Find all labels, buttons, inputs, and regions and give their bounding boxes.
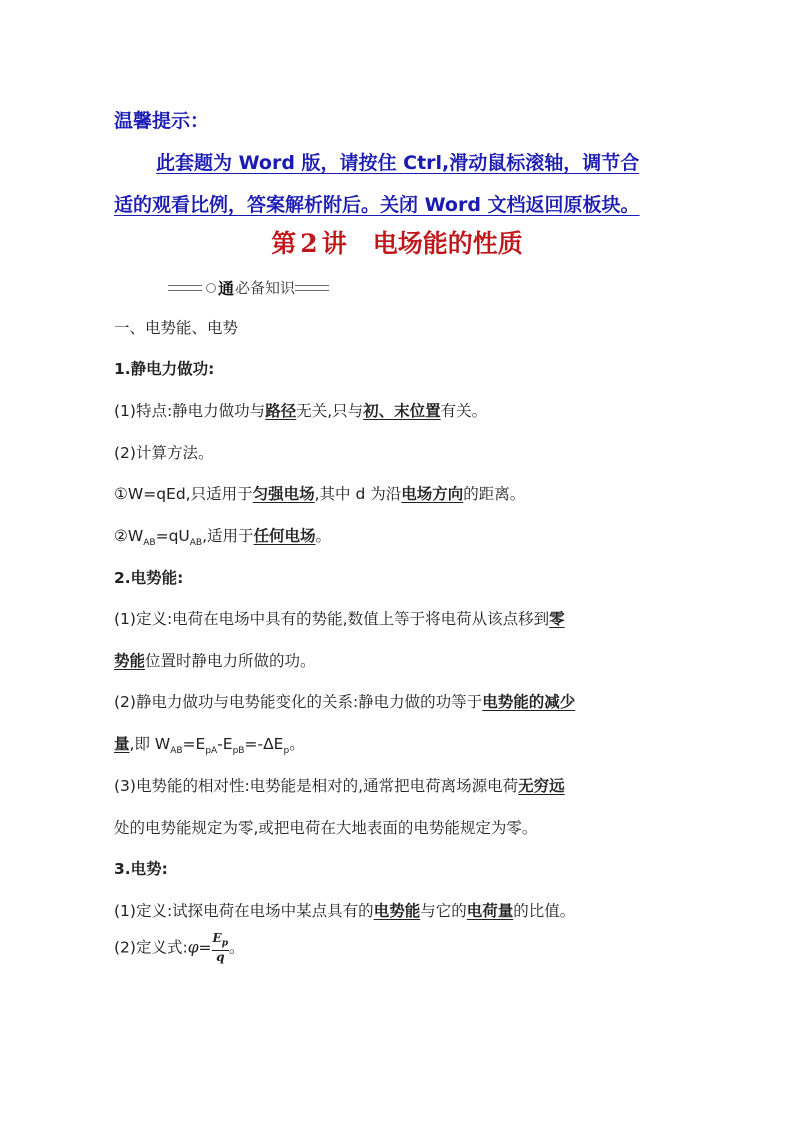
answer-decrease: 电势能的减少	[482, 693, 576, 711]
paragraph-feature: (1)特点:静电力做功与路径无关,只与初、末位置有关。	[114, 402, 488, 420]
answer-any-field: 任何电场	[253, 527, 316, 545]
paragraph-relativity-b: 处的电势能规定为零,或把电荷在大地表面的电势能规定为零。	[114, 819, 538, 837]
heading-potential: 3.电势:	[114, 860, 168, 878]
page-title	[0, 224, 794, 260]
paragraph-definition-1b: 势能位置时静电力所做的功。	[114, 652, 316, 670]
title-number: 2	[300, 229, 318, 258]
magnifier-icon	[206, 283, 216, 293]
paragraph-potential-formula: (2)定义式:φ= $\frac{E_p}{q}$ 。	[114, 931, 245, 965]
title-prefix: 第	[271, 229, 297, 258]
paragraph-formula-2: $②W_{AB}=qU_{AB}$,适用于任何电场。	[114, 527, 332, 549]
answer-field-direction: 电场方向	[401, 485, 464, 503]
double-rule-right	[295, 285, 329, 291]
paragraph-relation-b: 量,即 $W_{AB}=E_{pA}-E_{pB}=-\Delta E_p$。	[114, 735, 305, 757]
section-banner	[168, 276, 329, 299]
paragraph-relativity-a: (3)电势能的相对性:电势能是相对的,通常把电荷离场源电荷无穷远	[114, 777, 565, 795]
paragraph-formula-1: ①W=qEd,只适用于匀强电场,其中 d 为沿电场方向的距离。	[114, 485, 526, 503]
answer-amount: 量	[114, 735, 130, 753]
tip-line-1: 此套题为 Word 版，请按住 Ctrl,滑动鼠标滚轴，调节合	[156, 152, 640, 174]
banner-label: 必备知识	[235, 279, 296, 297]
section-heading-1: 一、电势能、电势	[114, 319, 239, 337]
tip-line-2: 适的观看比例，答案解析附后。关闭 Word 文档返回原板块。	[114, 194, 640, 216]
answer-potential-energy: 势能	[114, 652, 146, 670]
double-rule-left	[168, 285, 202, 291]
heading-work: 1.静电力做功:	[114, 360, 215, 378]
paragraph-method: (2)计算方法。	[114, 444, 214, 462]
answer-zero: 零	[549, 610, 565, 628]
paragraph-definition-1a: (1)定义:电荷在电场中具有的势能,数值上等于将电荷从该点移到零	[114, 610, 565, 628]
tip-heading: 温馨提示：	[114, 110, 210, 132]
paragraph-potential-definition: (1)定义:试探电荷在电场中某点具有的电势能与它的电荷量的比值。	[114, 902, 576, 920]
phi-symbol: φ	[187, 938, 199, 957]
answer-infinity: 无穷远	[518, 777, 565, 795]
heading-potential-energy: 2.电势能:	[114, 569, 184, 587]
title-mid: 讲	[321, 229, 347, 258]
title-topic: 电场能的性质	[372, 229, 523, 258]
fraction-ep-over-q: $\frac{E_p}{q}$	[212, 931, 228, 965]
answer-path: 路径	[265, 402, 297, 420]
banner-badge-icon: 通	[218, 279, 235, 298]
answer-positions: 初、末位置	[363, 402, 441, 420]
answer-potential-energy-2: 电势能	[373, 902, 421, 920]
answer-uniform-field: 匀强电场	[252, 485, 315, 503]
answer-charge: 电荷量	[466, 902, 514, 920]
paragraph-relation-a: (2)静电力做功与电势能变化的关系:静电力做的功等于电势能的减少	[114, 693, 576, 711]
